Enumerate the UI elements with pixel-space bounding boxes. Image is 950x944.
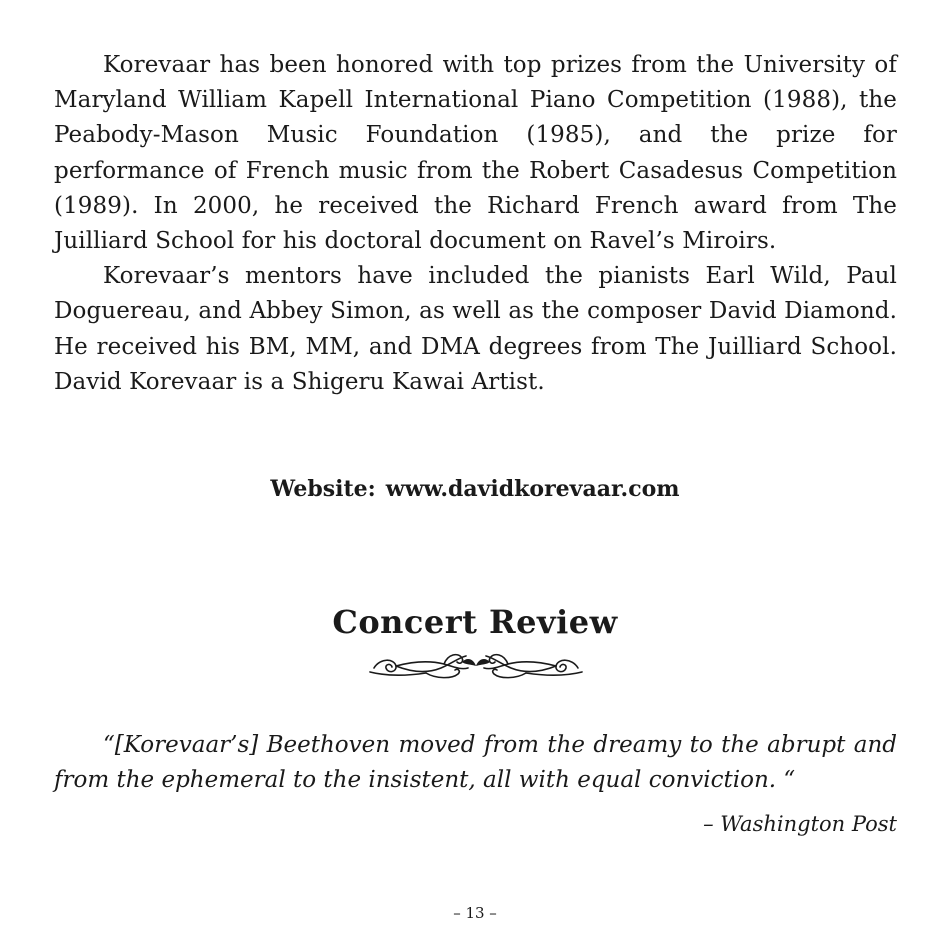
review-attribution: – Washington Post — [703, 812, 897, 836]
review-quote: “[Korevaar’s] Beethoven moved from the dreamy to the abrupt and from the ephemeral to the insistent, all with equal conviction. “ — [54, 732, 897, 793]
flourish-divider-icon — [366, 646, 586, 684]
website-url[interactable]: www.davidkorevaar.com — [385, 476, 680, 502]
concert-review-heading: Concert Review — [332, 603, 618, 641]
page-number: – 13 – — [453, 904, 497, 922]
biography-section — [54, 48, 897, 400]
biography-paragraph: Korevaar has been honored with top prizes from the University of Maryland William Kapell International Piano Competition (1988), the Peabody-Mason Music Foundation (1985), and the prize for performance of French music from the Robert Casadesus Competition (1989). In 2000, he received the Richard French award from The Juilliard School for his doctoral document on Ravel’s Miroirs. — [54, 52, 897, 255]
website-label: Website: — [270, 476, 376, 502]
biography-paragraph: Korevaar’s mentors have included the pianists Earl Wild, Paul Doguereau, and Abbey Simon, as well as the composer David Diamond. He received his BM, MM, and DMA degrees from The Juilliard School. David Korevaar is a Shigeru Kawai Artist. — [54, 263, 897, 395]
website-line — [0, 475, 950, 503]
